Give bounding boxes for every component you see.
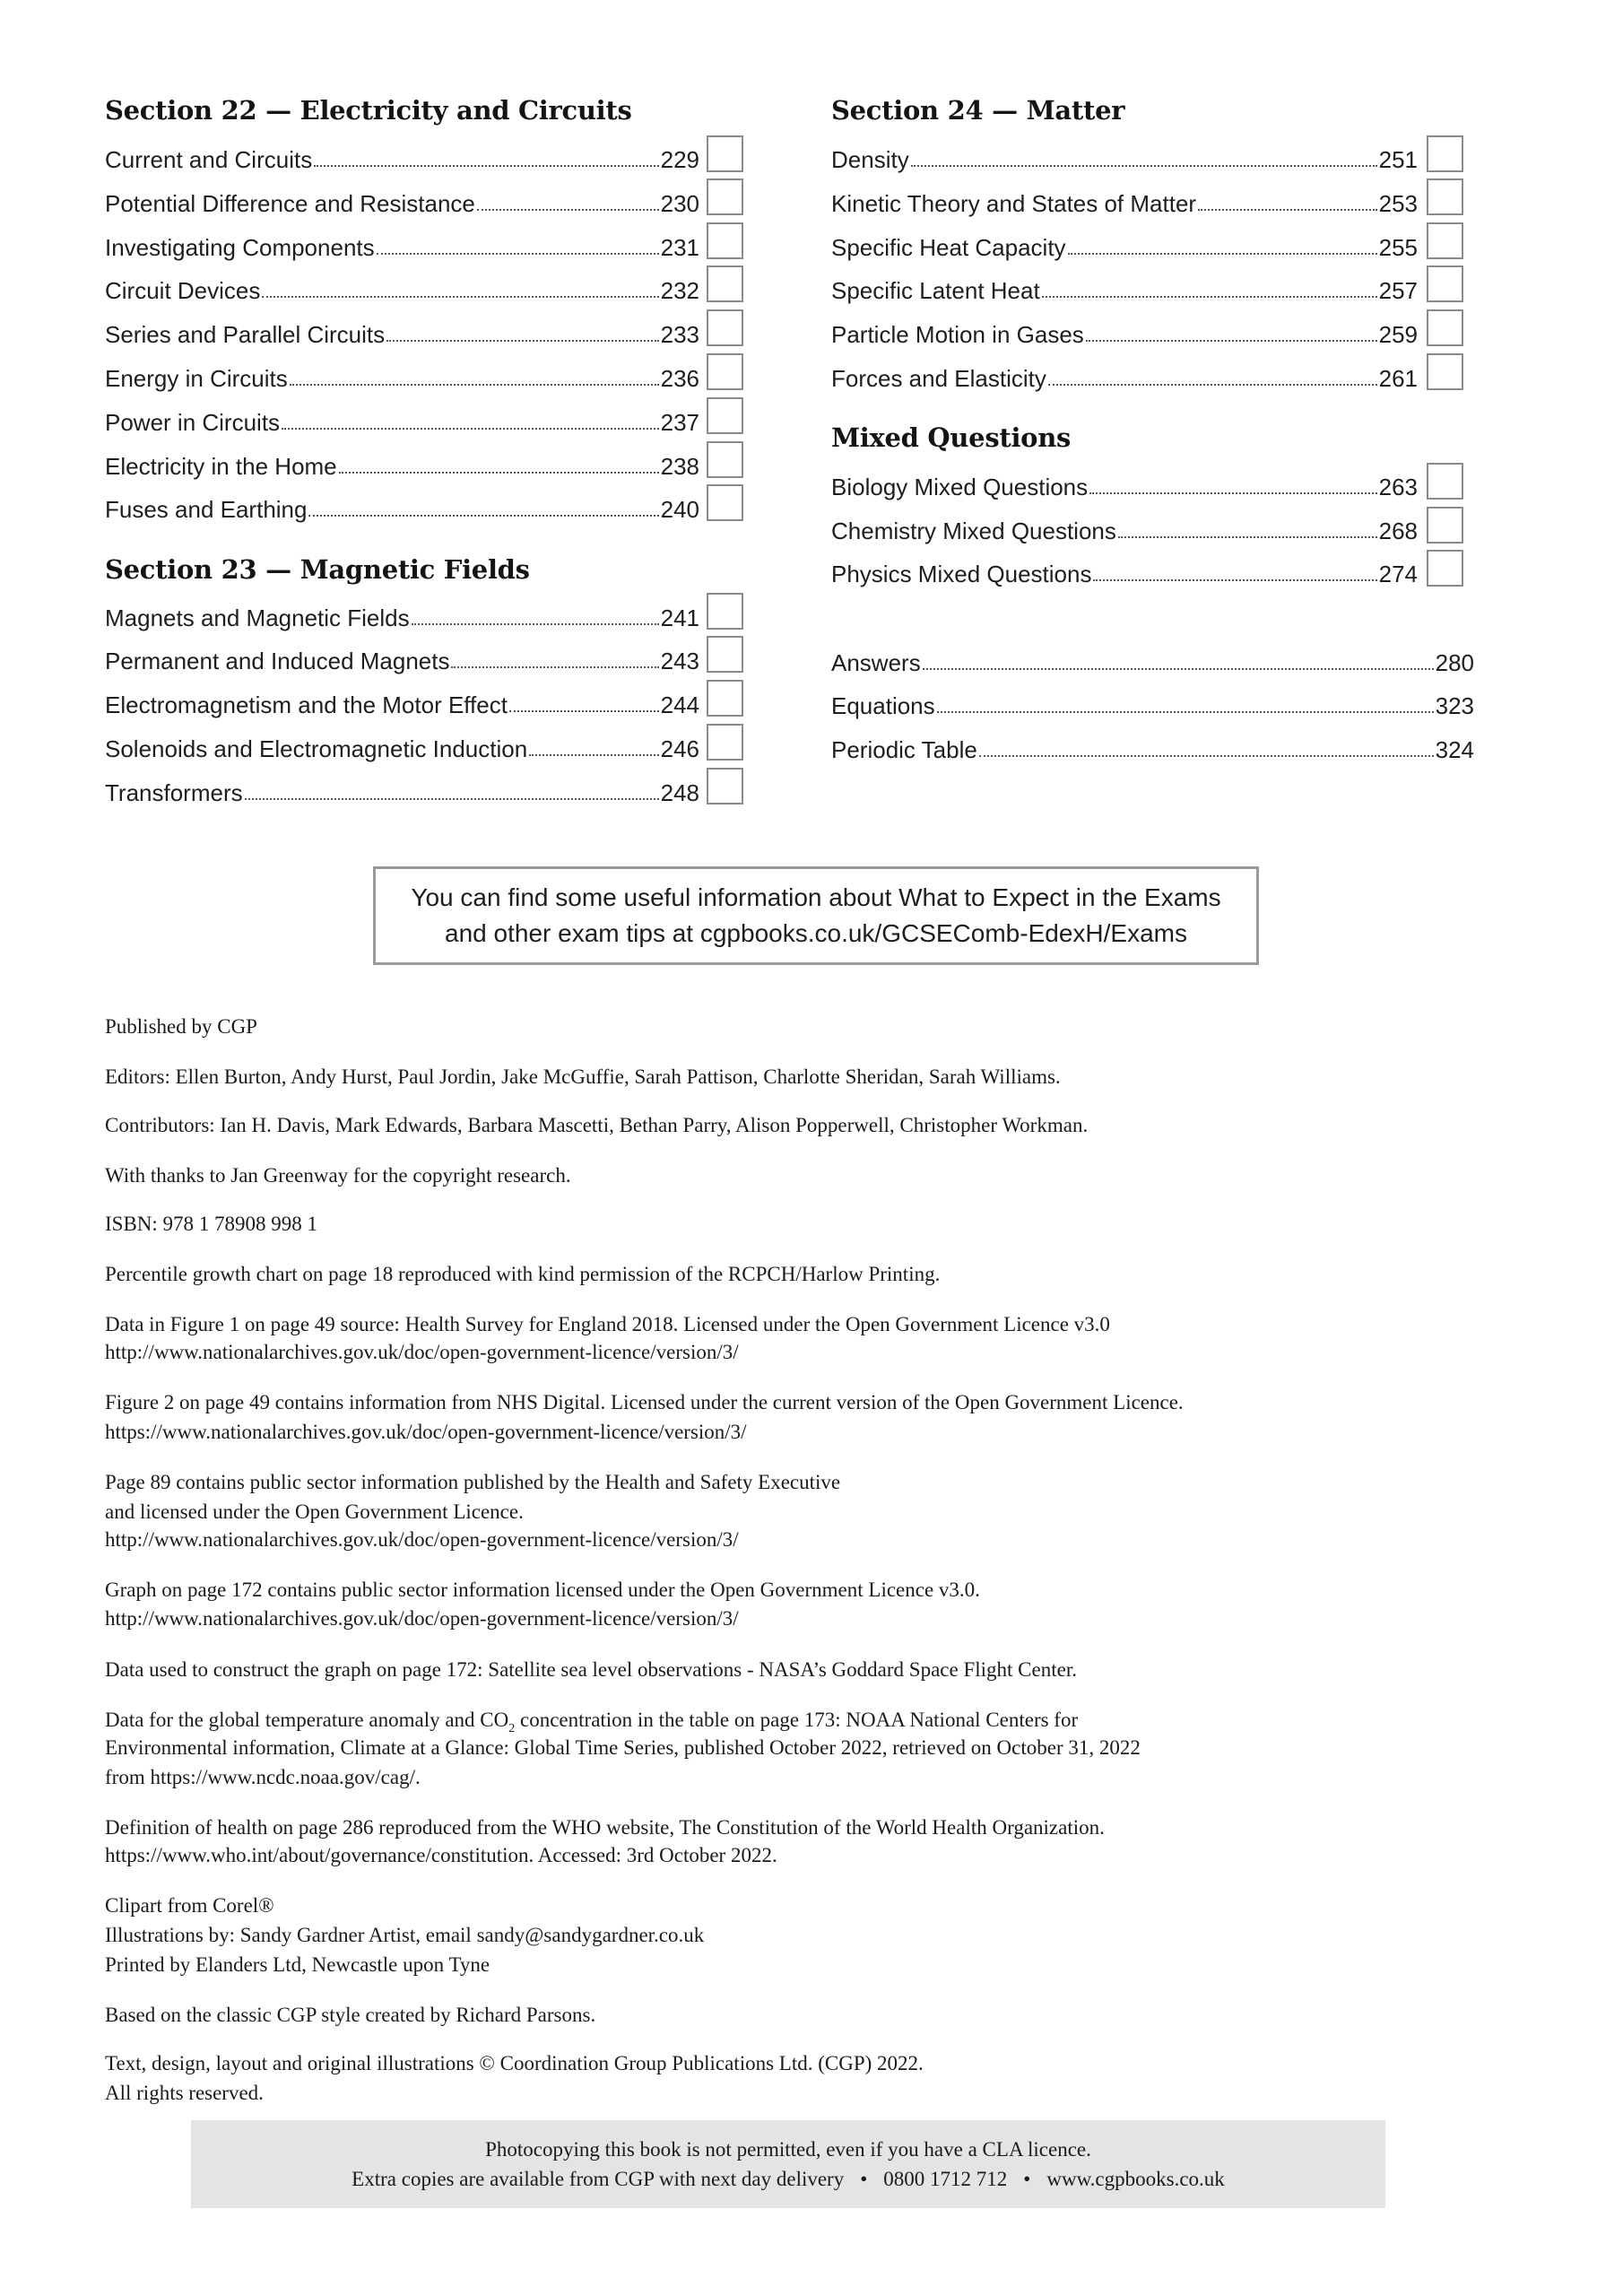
toc-entry — [105, 225, 699, 261]
toc-entry-title: Magnets and Magnetic Fields — [105, 604, 410, 631]
toc-entry-page: 257 — [1378, 277, 1418, 304]
dot-leader — [1089, 492, 1376, 494]
copyright-notice: Text, design, layout and original illustrations © Coordination Group Publications Ltd. (CGP) 2022. — [105, 2052, 924, 2074]
toc-entry-title: Series and Parallel Circuits — [105, 321, 386, 348]
dot-leader — [477, 209, 659, 211]
toc-entry-page: 231 — [660, 234, 699, 261]
progress-checkbox[interactable] — [1427, 178, 1463, 215]
phone-number: 0800 1712 712 — [883, 2168, 1008, 2190]
progress-checkbox[interactable] — [1427, 353, 1463, 390]
toc-entry — [105, 770, 699, 806]
toc-entry — [105, 312, 699, 348]
progress-checkbox[interactable] — [707, 265, 743, 302]
delivery-text: Extra copies are available from CGP with next day delivery — [352, 2168, 845, 2190]
toc-entry-title: Investigating Components — [105, 234, 375, 261]
website-link[interactable]: www.cgpbooks.co.uk — [1046, 2168, 1225, 2190]
progress-checkbox[interactable] — [707, 724, 743, 761]
dot-leader — [339, 472, 659, 474]
dot-leader — [911, 165, 1377, 167]
style-credit: Based on the classic CGP style created by Richard Parsons. — [105, 2004, 596, 2026]
progress-checkbox[interactable] — [707, 309, 743, 346]
co2-subscript: 2 — [508, 1722, 516, 1735]
data-172-credit: Data used to construct the graph on page 172: Satellite sea level observations - NASA’s Goddard Space Flight Center. — [105, 1658, 1077, 1681]
toc-entry-page: 244 — [660, 691, 699, 718]
photocopy-notice: Photocopying this book is not permitted, even if you have a CLA licence. — [485, 2138, 1091, 2161]
percentile-credit: Percentile growth chart on page 18 reproduced with kind permission of the RCPCH/Harlow Printing. — [105, 1263, 941, 1285]
dot-leader — [1048, 384, 1377, 386]
data-173-credit-line-2: Environmental information, Climate at a Glance: Global Time Series, published October 2022, retrieved on October 31, 2022 — [105, 1736, 1141, 1759]
mixed-questions-heading: Mixed Questions — [831, 422, 1072, 453]
toc-entry-title: Periodic Table — [831, 736, 977, 763]
data-173-text-a: Data for the global temperature anomaly and CO — [105, 1709, 509, 1731]
rights-reserved: All rights reserved. — [105, 2082, 264, 2104]
toc-entry-page: 324 — [1435, 736, 1474, 763]
toc-entry-page: 243 — [660, 648, 699, 674]
toc-entry-page: 230 — [660, 190, 699, 217]
data-173-link[interactable]: from https://www.ncdc.noaa.gov/cag/. — [105, 1766, 421, 1788]
figure-2-link[interactable]: https://www.nationalarchives.gov.uk/doc/open-government-licence/version/3/ — [105, 1421, 747, 1443]
toc-entry-equations — [831, 683, 1474, 719]
illustrations-credit: Illustrations by: Sandy Gardner Artist, email sandy@sandygardner.co.uk — [105, 1924, 705, 1946]
dot-leader — [282, 428, 659, 430]
progress-checkbox[interactable] — [707, 135, 743, 172]
toc-entry-title: Energy in Circuits — [105, 365, 288, 392]
progress-checkbox[interactable] — [707, 484, 743, 521]
progress-checkbox[interactable] — [707, 397, 743, 434]
section-22-heading: Section 22 — Electricity and Circuits — [105, 95, 632, 126]
progress-checkbox[interactable] — [1427, 550, 1463, 587]
dot-leader — [1118, 536, 1377, 538]
dot-leader — [923, 668, 1434, 670]
toc-entry-page: 232 — [660, 277, 699, 304]
health-definition-credit: Definition of health on page 286 reproduced from the WHO website, The Constitution of the World Health Organization. — [105, 1816, 1105, 1839]
progress-checkbox[interactable] — [707, 636, 743, 673]
editors: Editors: Ellen Burton, Andy Hurst, Paul Jordin, Jake McGuffie, Sarah Pattison, Charlotte Sheridan, Sarah Williams. — [105, 1065, 1061, 1088]
toc-entry-page: 229 — [660, 146, 699, 173]
published-by: Published by CGP — [105, 1015, 257, 1038]
toc-entry-title: Specific Latent Heat — [831, 277, 1040, 304]
toc-entry — [105, 268, 699, 304]
exam-info-line-1: You can find some useful information about What to Expect in the Exams — [411, 883, 1221, 911]
toc-entry-page: 246 — [660, 735, 699, 762]
toc-entry — [831, 552, 1418, 587]
toc-entry — [105, 400, 699, 436]
progress-checkbox[interactable] — [707, 680, 743, 717]
dot-leader — [412, 623, 659, 625]
health-definition-link[interactable]: https://www.who.int/about/governance/constitution. Accessed: 3rd October 2022. — [105, 1844, 777, 1866]
toc-entry — [831, 312, 1418, 348]
dot-leader — [509, 710, 659, 712]
toc-entry-title: Chemistry Mixed Questions — [831, 517, 1116, 544]
progress-checkbox[interactable] — [707, 593, 743, 630]
dot-leader — [529, 754, 658, 756]
toc-entry — [105, 137, 699, 173]
dot-leader — [1068, 253, 1377, 255]
progress-checkbox[interactable] — [1427, 507, 1463, 544]
toc-entry-page: 261 — [1378, 365, 1418, 392]
contributors: Contributors: Ian H. Davis, Mark Edwards, Barbara Mascetti, Bethan Parry, Alison Popperwell, Christopher Workman. — [105, 1114, 1089, 1136]
toc-entry-title: Potential Difference and Resistance — [105, 190, 475, 217]
toc-entry-page: 248 — [660, 779, 699, 806]
toc-entry — [105, 181, 699, 217]
toc-entry-title: Circuit Devices — [105, 277, 261, 304]
toc-entry — [105, 639, 699, 674]
toc-entry — [105, 596, 699, 631]
toc-entry — [105, 444, 699, 480]
toc-entry-answers — [831, 640, 1474, 676]
toc-entry-page: 280 — [1435, 649, 1474, 676]
footer-bar — [191, 2120, 1385, 2208]
progress-checkbox[interactable] — [707, 222, 743, 259]
toc-entry-title: Permanent and Induced Magnets — [105, 648, 450, 674]
toc-entry-title: Equations — [831, 692, 935, 719]
toc-entry-title: Biology Mixed Questions — [831, 474, 1089, 500]
progress-checkbox[interactable] — [707, 178, 743, 215]
toc-entry-title: Specific Heat Capacity — [831, 234, 1066, 261]
toc-entry-page: 259 — [1378, 321, 1418, 348]
progress-checkbox[interactable] — [707, 768, 743, 804]
progress-checkbox[interactable] — [1427, 135, 1463, 172]
toc-entry-title: Density — [831, 146, 909, 173]
progress-checkbox[interactable] — [707, 441, 743, 478]
page-89-credit-line-2: and licensed under the Open Government Licence. — [105, 1500, 524, 1523]
dot-leader — [1042, 296, 1377, 298]
toc-entry-title: Kinetic Theory and States of Matter — [831, 190, 1197, 217]
toc-entry-page: 251 — [1378, 146, 1418, 173]
dot-leader — [314, 165, 658, 167]
toc-entry-title: Answers — [831, 649, 921, 676]
order-info — [352, 2164, 1225, 2194]
isbn: ISBN: 978 1 78908 998 1 — [105, 1213, 318, 1235]
toc-entry — [831, 268, 1418, 304]
section-24-heading: Section 24 — Matter — [831, 95, 1125, 126]
toc-entry-page: 233 — [660, 321, 699, 348]
toc-entry-page: 236 — [660, 365, 699, 392]
page-89-credit: Page 89 contains public sector information published by the Health and Safety Executive — [105, 1471, 841, 1493]
dot-leader — [451, 666, 658, 668]
data-173-text-b: concentration in the table on page 173: NOAA National Centers for — [515, 1709, 1079, 1731]
toc-entry-page: 253 — [1378, 190, 1418, 217]
section-23-heading: Section 23 — Magnetic Fields — [105, 554, 530, 585]
progress-checkbox[interactable] — [1427, 222, 1463, 259]
dot-leader — [308, 515, 658, 517]
progress-checkbox[interactable] — [1427, 309, 1463, 346]
exam-info-box — [373, 866, 1259, 965]
toc-entry-title: Electromagnetism and the Motor Effect — [105, 691, 508, 718]
toc-entry-page: 237 — [660, 409, 699, 436]
toc-entry-page: 255 — [1378, 234, 1418, 261]
exam-info-line-2[interactable]: and other exam tips at cgpbooks.co.uk/GCSEComb-EdexH/Exams — [445, 919, 1187, 947]
dot-leader — [937, 711, 1434, 713]
toc-entry-title: Fuses and Earthing — [105, 496, 308, 523]
clipart-credit: Clipart from Corel® — [105, 1894, 274, 1917]
dot-leader — [979, 755, 1434, 757]
dot-leader — [1093, 579, 1376, 581]
toc-entry-title: Physics Mixed Questions — [831, 561, 1092, 587]
figure-1-link[interactable]: http://www.nationalarchives.gov.uk/doc/open-government-licence/version/3/ — [105, 1341, 739, 1363]
progress-checkbox[interactable] — [707, 353, 743, 390]
toc-entry-title: Current and Circuits — [105, 146, 313, 173]
toc-entry-page: 274 — [1378, 561, 1418, 587]
graph-172-link[interactable]: http://www.nationalarchives.gov.uk/doc/open-government-licence/version/3/ — [105, 1607, 739, 1630]
printer-credit: Printed by Elanders Ltd, Newcastle upon Tyne — [105, 1953, 490, 1976]
toc-entry — [831, 137, 1418, 173]
dot-leader — [1198, 209, 1377, 211]
figure-1-credit: Data in Figure 1 on page 49 source: Health Survey for England 2018. Licensed under the Open Government Licence v3.0 — [105, 1313, 1110, 1335]
bullet-separator: • — [860, 2168, 868, 2190]
dot-leader — [245, 798, 659, 800]
page-89-link[interactable]: http://www.nationalarchives.gov.uk/doc/open-government-licence/version/3/ — [105, 1528, 739, 1551]
progress-checkbox[interactable] — [1427, 265, 1463, 302]
dot-leader — [1086, 340, 1377, 342]
dot-leader — [377, 253, 659, 255]
bullet-separator: • — [1023, 2168, 1031, 2190]
dot-leader — [290, 384, 659, 386]
toc-entry-title: Forces and Elasticity — [831, 365, 1046, 392]
toc-entry — [105, 487, 699, 523]
dot-leader — [386, 340, 658, 342]
toc-entry-periodic-table — [831, 727, 1474, 763]
graph-172-credit: Graph on page 172 contains public sector information licensed under the Open Government Licence v3.0. — [105, 1578, 980, 1601]
toc-entry — [831, 509, 1418, 544]
toc-entry-page: 238 — [660, 453, 699, 480]
toc-entry-page: 241 — [660, 604, 699, 631]
toc-entry-title: Solenoids and Electromagnetic Induction — [105, 735, 528, 762]
toc-entry — [105, 356, 699, 392]
toc-entry-title: Transformers — [105, 779, 243, 806]
data-173-credit — [105, 1705, 1078, 1735]
toc-entry — [831, 181, 1418, 217]
toc-entry — [831, 225, 1418, 261]
toc-entry-title: Particle Motion in Gases — [831, 321, 1084, 348]
toc-entry-page: 323 — [1435, 692, 1474, 719]
dot-leader — [262, 296, 658, 298]
toc-entry-title: Power in Circuits — [105, 409, 281, 436]
toc-entry-page: 240 — [660, 496, 699, 523]
toc-entry-page: 268 — [1378, 517, 1418, 544]
toc-entry-title: Electricity in the Home — [105, 453, 337, 480]
toc-entry — [105, 726, 699, 762]
toc-entry — [105, 683, 699, 718]
toc-entry-page: 263 — [1378, 474, 1418, 500]
figure-2-credit: Figure 2 on page 49 contains information from NHS Digital. Licensed under the current version of the Open Government Licence. — [105, 1391, 1184, 1413]
toc-entry — [831, 356, 1418, 392]
progress-checkbox[interactable] — [1427, 463, 1463, 500]
toc-entry — [831, 465, 1418, 500]
thanks: With thanks to Jan Greenway for the copyright research. — [105, 1164, 571, 1187]
